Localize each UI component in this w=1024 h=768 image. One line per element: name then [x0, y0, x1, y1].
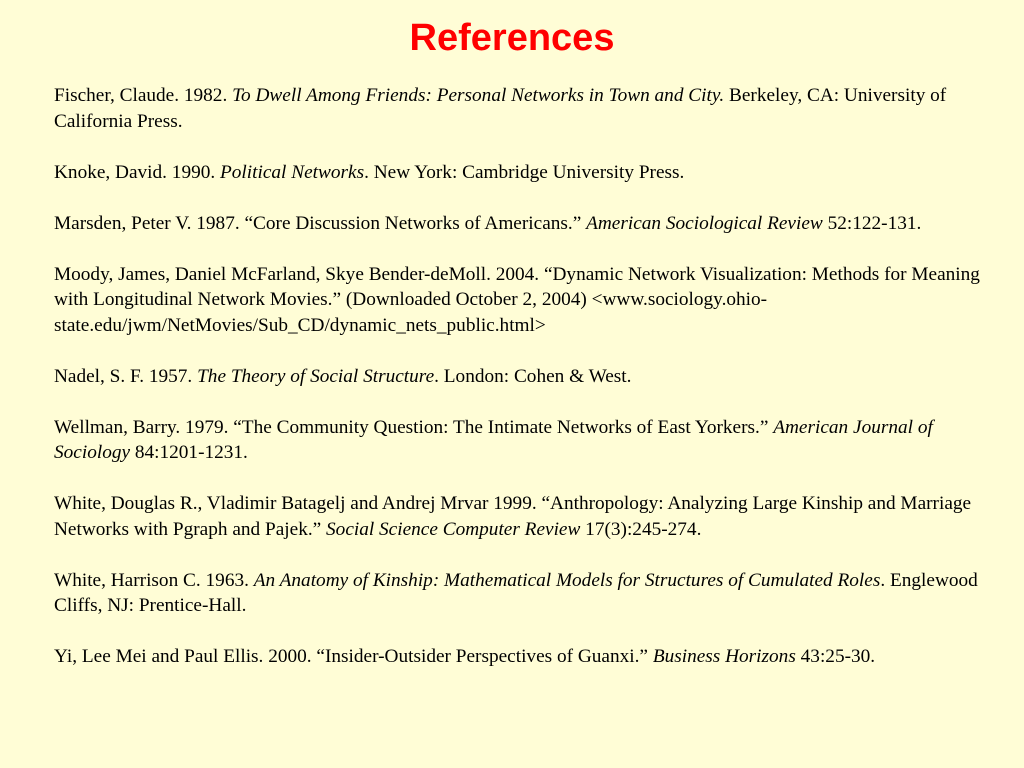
- reference-publication: . Englewood Cliffs, NJ: Prentice-Hall.: [54, 569, 978, 616]
- reference-item: [54, 644, 984, 670]
- reference-item: [54, 364, 984, 390]
- reference-publication: 52:122-131.: [822, 212, 922, 234]
- reference-source-title: The Theory of Social Structure: [197, 365, 435, 387]
- reference-publication: 84:1201-1231.: [130, 442, 248, 463]
- reference-publication: 43:25-30.: [795, 646, 876, 667]
- reference-source-title: To Dwell Among Friends: Personal Networks in Town and City.: [232, 85, 725, 106]
- reference-text: Moody, James, Daniel McFarland, Skye Bender-deMoll. 2004. “Dynamic Network Visualization: Methods for Meaning with Longitudinal Network Movies.” (Downloaded October 2, 2004) <www.sociology.ohio-state.edu/jwm/NetMovies/Sub_CD/dynamic_nets_public.html>: [54, 263, 980, 336]
- reference-text: Yi, Lee Mei and Paul Ellis. 2000. “Insider-Outsider Perspectives of Guanxi.”: [54, 646, 653, 667]
- reference-text: Nadel, S. F. 1957.: [54, 365, 198, 387]
- reference-source-title: American Sociological Review: [586, 212, 823, 234]
- reference-source-title: American Journal of Sociology: [54, 416, 933, 463]
- reference-publication: . New York: Cambridge University Press.: [364, 161, 685, 183]
- reference-item: [54, 415, 984, 466]
- reference-text: White, Douglas R., Vladimir Batagelj and Andrej Mrvar 1999. “Anthropology: Analyzing Large Kinship and Marriage Networks with Pgraph and Pajek.”: [54, 493, 972, 540]
- reference-item: [54, 491, 984, 542]
- reference-text: Wellman, Barry. 1979. “The Community Question: The Intimate Networks of East Yorkers.”: [54, 416, 774, 438]
- reference-text: Marsden, Peter V. 1987. “Core Discussion Networks of Americans.”: [54, 212, 587, 234]
- reference-publication: 17(3):245-274.: [580, 518, 702, 540]
- reference-item: [54, 211, 984, 237]
- reference-source-title: An Anatomy of Kinship: Mathematical Models for Structures of Cumulated Roles: [253, 569, 881, 591]
- reference-source-title: Business Horizons: [652, 646, 796, 667]
- reference-source-title: Social Science Computer Review: [326, 518, 581, 540]
- reference-item: [54, 568, 984, 619]
- reference-item: [54, 160, 984, 186]
- reference-publication: . London: Cohen & West.: [434, 365, 632, 387]
- slide-title: References: [409, 17, 615, 59]
- reference-text: Fischer, Claude. 1982.: [54, 85, 233, 106]
- reference-item: [54, 262, 984, 339]
- reference-text: White, Harrison C. 1963.: [54, 569, 254, 591]
- reference-list: [54, 83, 984, 695]
- reference-item: [54, 83, 984, 134]
- reference-source-title: Political Networks: [220, 161, 365, 183]
- reference-text: Knoke, David. 1990.: [54, 161, 221, 183]
- reference-publication: Berkeley, CA: University of California Press.: [54, 85, 947, 132]
